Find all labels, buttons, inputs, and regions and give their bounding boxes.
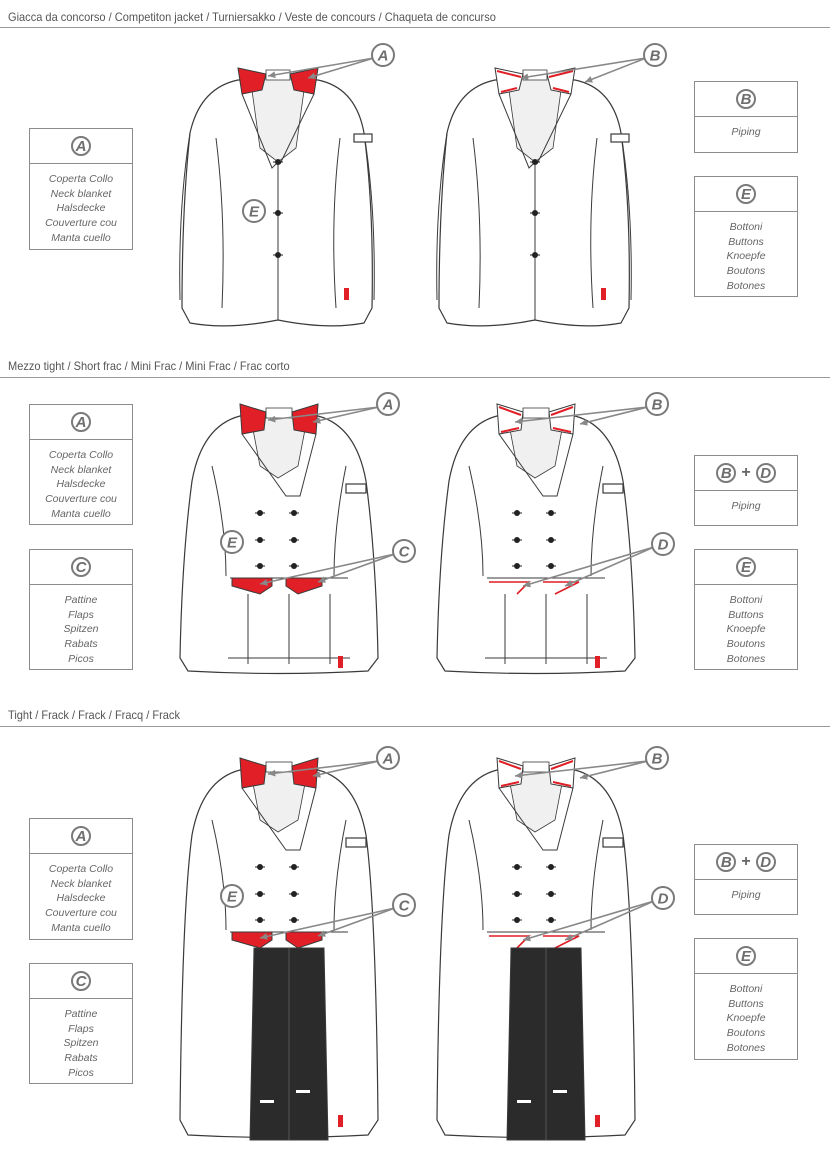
legend-box-E — [694, 938, 798, 1060]
legend-line: Neck blanket — [50, 187, 112, 200]
letter-badge: A — [71, 136, 91, 156]
legend-line: Picos — [68, 1066, 94, 1079]
callout-letter: D — [657, 536, 669, 554]
callout-letter: B — [649, 47, 661, 65]
letter-badge: C — [71, 557, 91, 577]
legend-line: Knoepfe — [726, 250, 766, 263]
callout-arrow-line — [585, 58, 646, 82]
legend-line: Coperta Collo — [48, 863, 114, 875]
collar-label — [523, 762, 549, 772]
legend-line: Pattine — [64, 1008, 98, 1020]
legend-line: Botones — [726, 1041, 766, 1054]
callout-letter: B — [651, 396, 663, 414]
legend-box-E — [694, 176, 798, 297]
jacket-illustration-3-neck-blanket — [168, 740, 428, 1165]
legend-line: Buttons — [728, 235, 764, 248]
legend-line: Boutons — [726, 265, 766, 278]
legend-line: Boutons — [726, 638, 766, 651]
legend-line: Knoepfe — [726, 623, 766, 636]
legend-line: Flaps — [68, 1022, 94, 1035]
legend-line: Couverture cou — [45, 907, 117, 920]
legend-line: Neck blanket — [50, 877, 112, 890]
legend-line: Spitzen — [63, 623, 99, 636]
legend-line: Bottoni — [729, 594, 763, 606]
tail-button — [553, 1090, 567, 1093]
brand-tag — [338, 656, 343, 668]
legend-line: Spitzen — [63, 1037, 99, 1050]
callout-letter: B — [651, 750, 663, 768]
legend-box-A — [29, 128, 133, 250]
legend-box-C — [29, 549, 133, 670]
legend-line: Knoepfe — [726, 1012, 766, 1025]
tail-button — [296, 1090, 310, 1093]
legend-box-A — [29, 404, 133, 525]
brand-tag — [595, 656, 600, 668]
legend-line: Bottoni — [729, 983, 763, 995]
legend-line: Buttons — [728, 608, 764, 621]
letter-badge: D — [756, 852, 776, 872]
legend-line: Coperta Collo — [48, 449, 114, 461]
arm-badge — [346, 484, 366, 493]
legend-line: Bottoni — [729, 221, 763, 233]
legend-line: Buttons — [728, 997, 764, 1010]
brand-tag — [344, 288, 349, 300]
legend-line: Neck blanket — [50, 463, 112, 476]
letter-badge: E — [736, 946, 756, 966]
legend-line: Rabats — [64, 1052, 98, 1065]
collar-flap — [292, 404, 318, 434]
collar-flap — [238, 68, 266, 94]
legend-line: Halsdecke — [56, 892, 106, 905]
legend-box-C — [29, 963, 133, 1084]
section-divider — [0, 377, 830, 378]
section-divider — [0, 27, 830, 28]
jacket-illustration-2-piping — [425, 386, 685, 686]
arm-badge — [603, 838, 623, 847]
letter-badge: A — [71, 412, 91, 432]
legend-line: Manta cuello — [51, 921, 111, 934]
brand-tag — [601, 288, 606, 300]
callout-arrow-line — [521, 58, 646, 78]
collar-flap — [240, 404, 266, 434]
legend-box-BD — [694, 844, 798, 915]
legend-line: Halsdecke — [56, 202, 106, 215]
legend-line: Couverture cou — [45, 493, 117, 506]
legend-line: Coperta Collo — [48, 173, 114, 185]
callout-letter: A — [377, 47, 389, 65]
legend-line: Boutons — [726, 1027, 766, 1040]
letter-badge: E — [736, 557, 756, 577]
legend-line: Piping — [731, 889, 761, 901]
brand-tag — [338, 1115, 343, 1127]
callout-letter: D — [657, 890, 669, 908]
legend-line: Botones — [726, 279, 766, 292]
jacket-illustration-1-piping — [425, 38, 675, 338]
arm-badge — [603, 484, 623, 493]
plus-sign: + — [741, 464, 751, 481]
callout-letter: A — [382, 750, 394, 768]
legend-line: Manta cuello — [51, 231, 111, 244]
legend-box-A — [29, 818, 133, 940]
legend-line: Piping — [731, 126, 761, 138]
legend-line: Manta cuello — [51, 507, 111, 520]
collar-label — [266, 762, 292, 772]
callout-letter: C — [398, 897, 410, 915]
legend-line: Halsdecke — [56, 478, 106, 491]
collar-flap — [292, 758, 318, 788]
letter-badge: B — [736, 89, 756, 109]
callout-arrow-line — [313, 407, 379, 422]
callout-letter: A — [382, 396, 394, 414]
legend-line: Botones — [726, 652, 766, 665]
callout-arrow-line — [580, 761, 648, 778]
callout-letter: C — [398, 543, 410, 561]
letter-badge: E — [736, 184, 756, 204]
callout-arrow-line — [313, 761, 379, 776]
letter-badge: A — [71, 826, 91, 846]
tail-button — [260, 1100, 274, 1103]
tail-button — [517, 1100, 531, 1103]
letter-badge: D — [756, 463, 776, 483]
jacket-illustration-3-piping — [425, 740, 685, 1165]
letter-badge: C — [71, 971, 91, 991]
callout-letter: E — [226, 534, 238, 552]
arm-badge — [354, 134, 372, 142]
letter-badge: B — [716, 463, 736, 483]
callout-letter: E — [226, 888, 238, 906]
arm-badge — [346, 838, 366, 847]
legend-box-BD — [694, 455, 798, 526]
legend-box-E — [694, 549, 798, 670]
plus-sign: + — [741, 853, 751, 870]
brand-tag — [595, 1115, 600, 1127]
jacket-illustration-2-neck-blanket — [168, 386, 428, 686]
section-title-competition: Giacca da concorso / Competiton jacket / Turniersakko / Veste de concours / Chaqueta de concurso — [8, 10, 496, 24]
legend-line: Piping — [731, 500, 761, 512]
legend-box-B — [694, 81, 798, 153]
legend-line: Rabats — [64, 638, 98, 651]
collar-label — [523, 408, 549, 418]
legend-line: Pattine — [64, 594, 98, 606]
legend-line: Picos — [68, 652, 94, 665]
callout-letter: E — [248, 203, 260, 221]
legend-line: Flaps — [68, 608, 94, 621]
section-title-short-frac: Mezzo tight / Short frac / Mini Frac / Mini Frac / Frac corto — [8, 359, 290, 373]
collar-label — [266, 408, 292, 418]
arm-badge — [611, 134, 629, 142]
collar-flap — [240, 758, 266, 788]
section-divider — [0, 726, 830, 727]
section-title-tailcoat: Tight / Frack / Frack / Fracq / Frack — [8, 708, 180, 722]
legend-line: Couverture cou — [45, 217, 117, 230]
letter-badge: B — [716, 852, 736, 872]
callout-arrow-line — [580, 407, 648, 424]
jacket-illustration-1-neck-blanket — [168, 38, 398, 338]
